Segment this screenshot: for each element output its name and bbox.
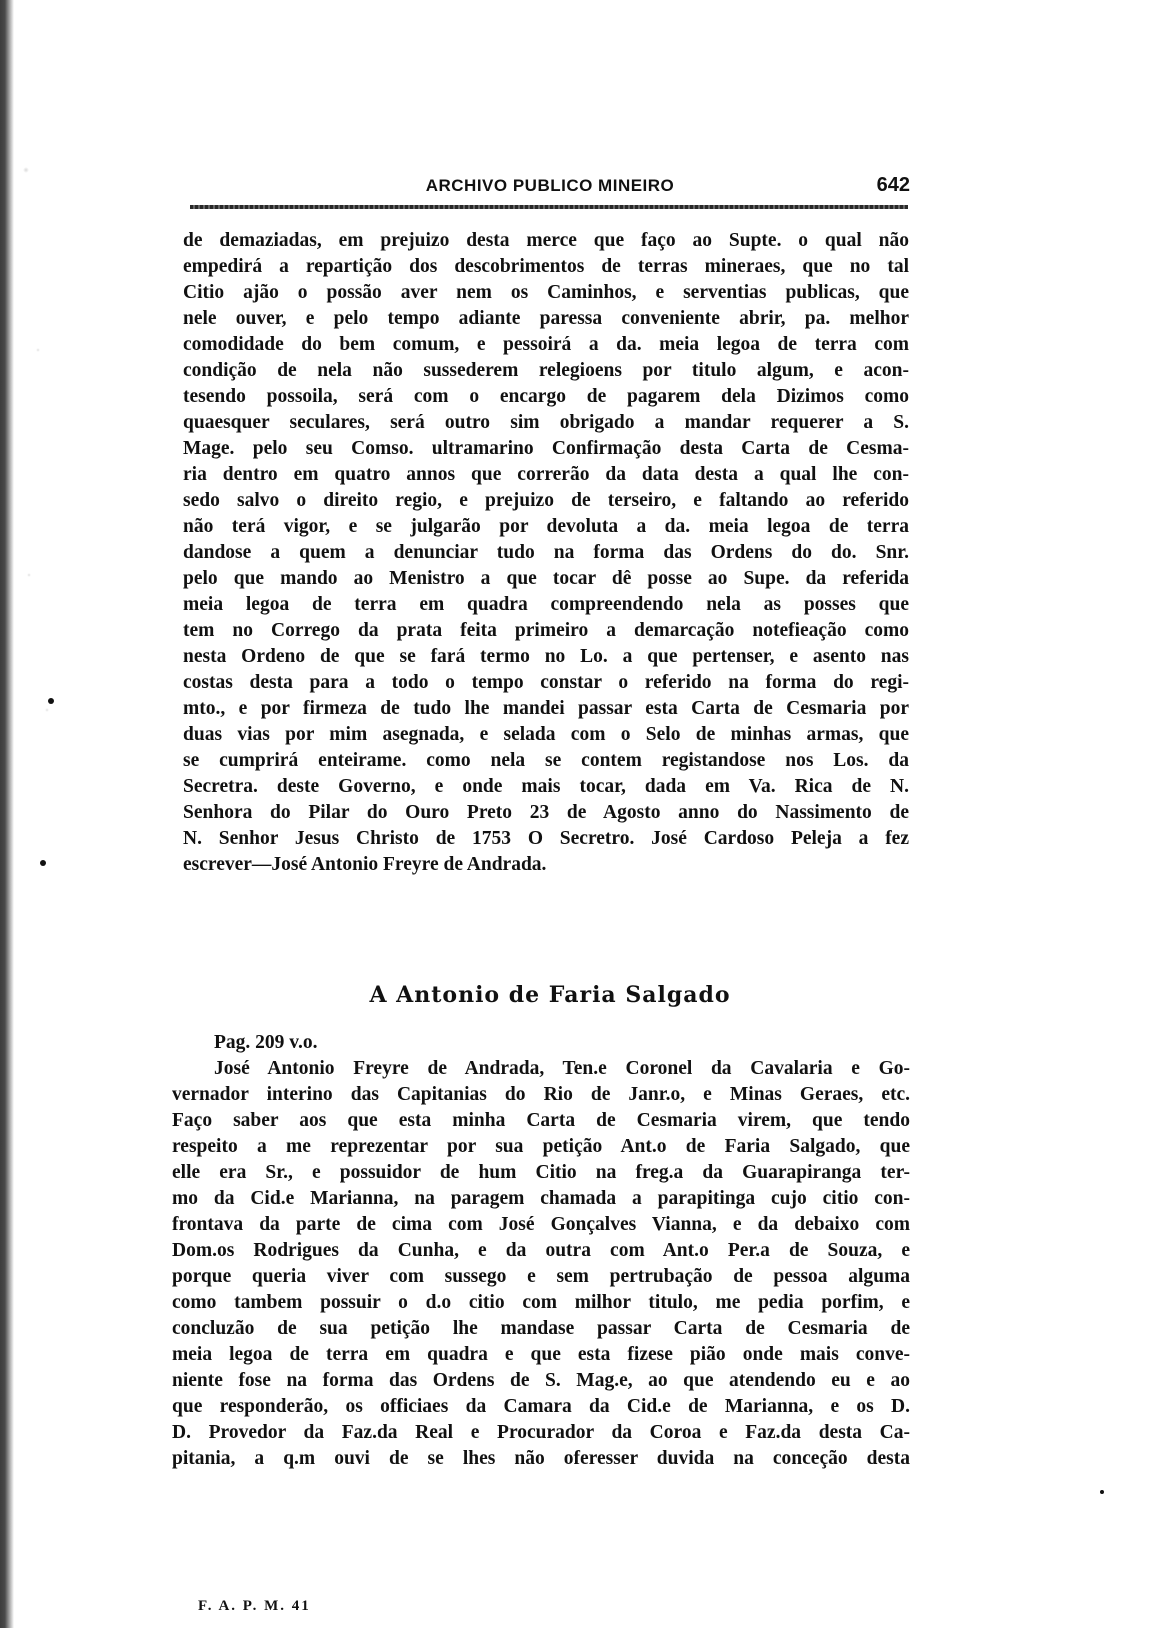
text-line: nesta Ordeno de que se fará termo no Lo. a que pertenser, e asento nas: [183, 646, 909, 667]
text-line: não terá vigor, e se julgarão por devoluta a da. meia legoa de terra: [183, 516, 909, 537]
section-title: A Antonio de Faria Salgado: [369, 982, 731, 1008]
text-line: elle era Sr., e possuidor de hum Citio na freg.a da Guarapiranga ter-: [172, 1162, 910, 1183]
text-line: Faço saber aos que esta minha Carta de Cesmaria virem, que tendo: [172, 1110, 910, 1131]
text-line: empedirá a repartição dos descobrimentos de terras mineraes, que no tal: [183, 256, 909, 277]
text-line: de demaziadas, em prejuizo desta merce que faço ao Supte. o qual não: [183, 230, 909, 251]
text-line: meia legoa de terra em quadra compreendendo nela as posses que: [183, 594, 909, 615]
text-line: Dom.os Rodrigues da Cunha, e da outra com Ant.o Per.a de Souza, e: [172, 1240, 910, 1261]
text-line: niente fose na forma das Ordens de S. Mag.e, ao que atendendo eu e ao: [172, 1370, 910, 1391]
text-line: concluzão de sua petição lhe mandase passar Carta de Cesmaria de: [172, 1318, 910, 1339]
text-line: D. Provedor da Faz.da Real e Procurador da Coroa e Faz.da desta Ca-: [172, 1422, 910, 1443]
section-body-text: [172, 1030, 910, 1472]
header-rule: [190, 205, 908, 209]
text-line: N. Senhor Jesus Christo de 1753 O Secretro. José Cardoso Peleja a fez: [183, 828, 909, 849]
text-line: dandose a quem a denunciar tudo na forma das Ordens do do. Snr.: [183, 542, 909, 563]
text-line: que responderão, os officiaes da Camara da Cid.e de Marianna, e os D.: [172, 1396, 910, 1417]
text-line: respeito a me reprezentar por sua petição Ant.o de Faria Salgado, que: [172, 1136, 910, 1157]
text-line: Mage. pelo seu Comso. ultramarino Confirmação desta Carta de Cesma-: [183, 438, 909, 459]
margin-speck: [1100, 1490, 1104, 1494]
text-line: se cumprirá enteirame. como nela se contem registandose nos Los. da: [183, 750, 909, 771]
text-line: sedo salvo o direito regio, e prejuizo de terseiro, e faltando ao referido: [183, 490, 909, 511]
text-line: mto., e por firmeza de tudo lhe mandei passar esta Carta de Cesmaria por: [183, 698, 909, 719]
text-line: frontava da parte de cima com José Gonçalves Vianna, e da debaixo com: [172, 1214, 910, 1235]
text-line: tem no Corrego da prata feita primeiro a demarcação notefieação como: [183, 620, 909, 641]
text-line: Citio ajão o possão aver nem os Caminhos, e serventias publicas, que: [183, 282, 909, 303]
text-line: nele ouver, e pelo tempo adiante paressa conveniente abrir, pa. melhor: [183, 308, 909, 329]
text-line: como tambem possuir o d.o citio com milhor titulo, me pedia porfim, e: [172, 1292, 910, 1313]
text-line: Secretra. deste Governo, e onde mais tocar, dada em Va. Rica de N.: [183, 776, 909, 797]
margin-speck: [48, 698, 54, 704]
text-line: quaesquer seculares, será outro sim obrigado a mandar requerer a S.: [183, 412, 909, 433]
text-line: José Antonio Freyre de Andrada, Ten.e Coronel da Cavalaria e Go-: [214, 1058, 910, 1079]
page-number: 642: [876, 174, 910, 196]
text-line: tesendo possoila, será com o encargo de pagarem dela Dizimos como: [183, 386, 909, 407]
text-line: escrever—José Antonio Freyre de Andrada.: [183, 854, 547, 875]
binding-edge-shadow: [0, 0, 14, 1628]
text-line: pelo que mando ao Menistro a que tocar dê posse ao Supe. da referida: [183, 568, 909, 589]
text-line: vernador interino das Capitanias do Rio de Janr.o, e Minas Geraes, etc.: [172, 1084, 910, 1105]
text-line: pitania, a q.m ouvi de se lhes não oferesser duvida na conceção desta: [172, 1448, 910, 1469]
printer-signature: F. A. P. M. 41: [198, 1598, 311, 1614]
text-line: meia legoa de terra em quadra e que esta fizese pião onde mais conve-: [172, 1344, 910, 1365]
text-line: condição de nela não sussederem relegioens por titulo algum, e acon-: [183, 360, 909, 381]
margin-speck: [40, 860, 46, 866]
text-line: Senhora do Pilar do Ouro Preto 23 de Agosto anno do Nassimento de: [183, 802, 909, 823]
text-line: ria dentro em quatro annos que correrão da data desta a qual lhe con-: [183, 464, 909, 485]
text-line: mo da Cid.e Marianna, na paragem chamada a parapitinga cujo citio con-: [172, 1188, 910, 1209]
running-head: ARCHIVO PUBLICO MINEIRO: [425, 176, 675, 195]
text-line: duas vias por mim asegnada, e selada com o Selo de minhas armas, que: [183, 724, 909, 745]
page-header: [190, 176, 910, 216]
body-text-continued: [183, 228, 909, 878]
text-line: costas desta para a todo o tempo constar o referido na forma do regi-: [183, 672, 909, 693]
text-line: comodidade do bem comum, e pessoirá a da. meia legoa de terra com: [183, 334, 909, 355]
page-reference: Pag. 209 v.o.: [214, 1032, 318, 1053]
text-line: porque queria viver com sussego e sem pertrubação de pessoa alguma: [172, 1266, 910, 1287]
scan-speckles: [14, 80, 74, 980]
